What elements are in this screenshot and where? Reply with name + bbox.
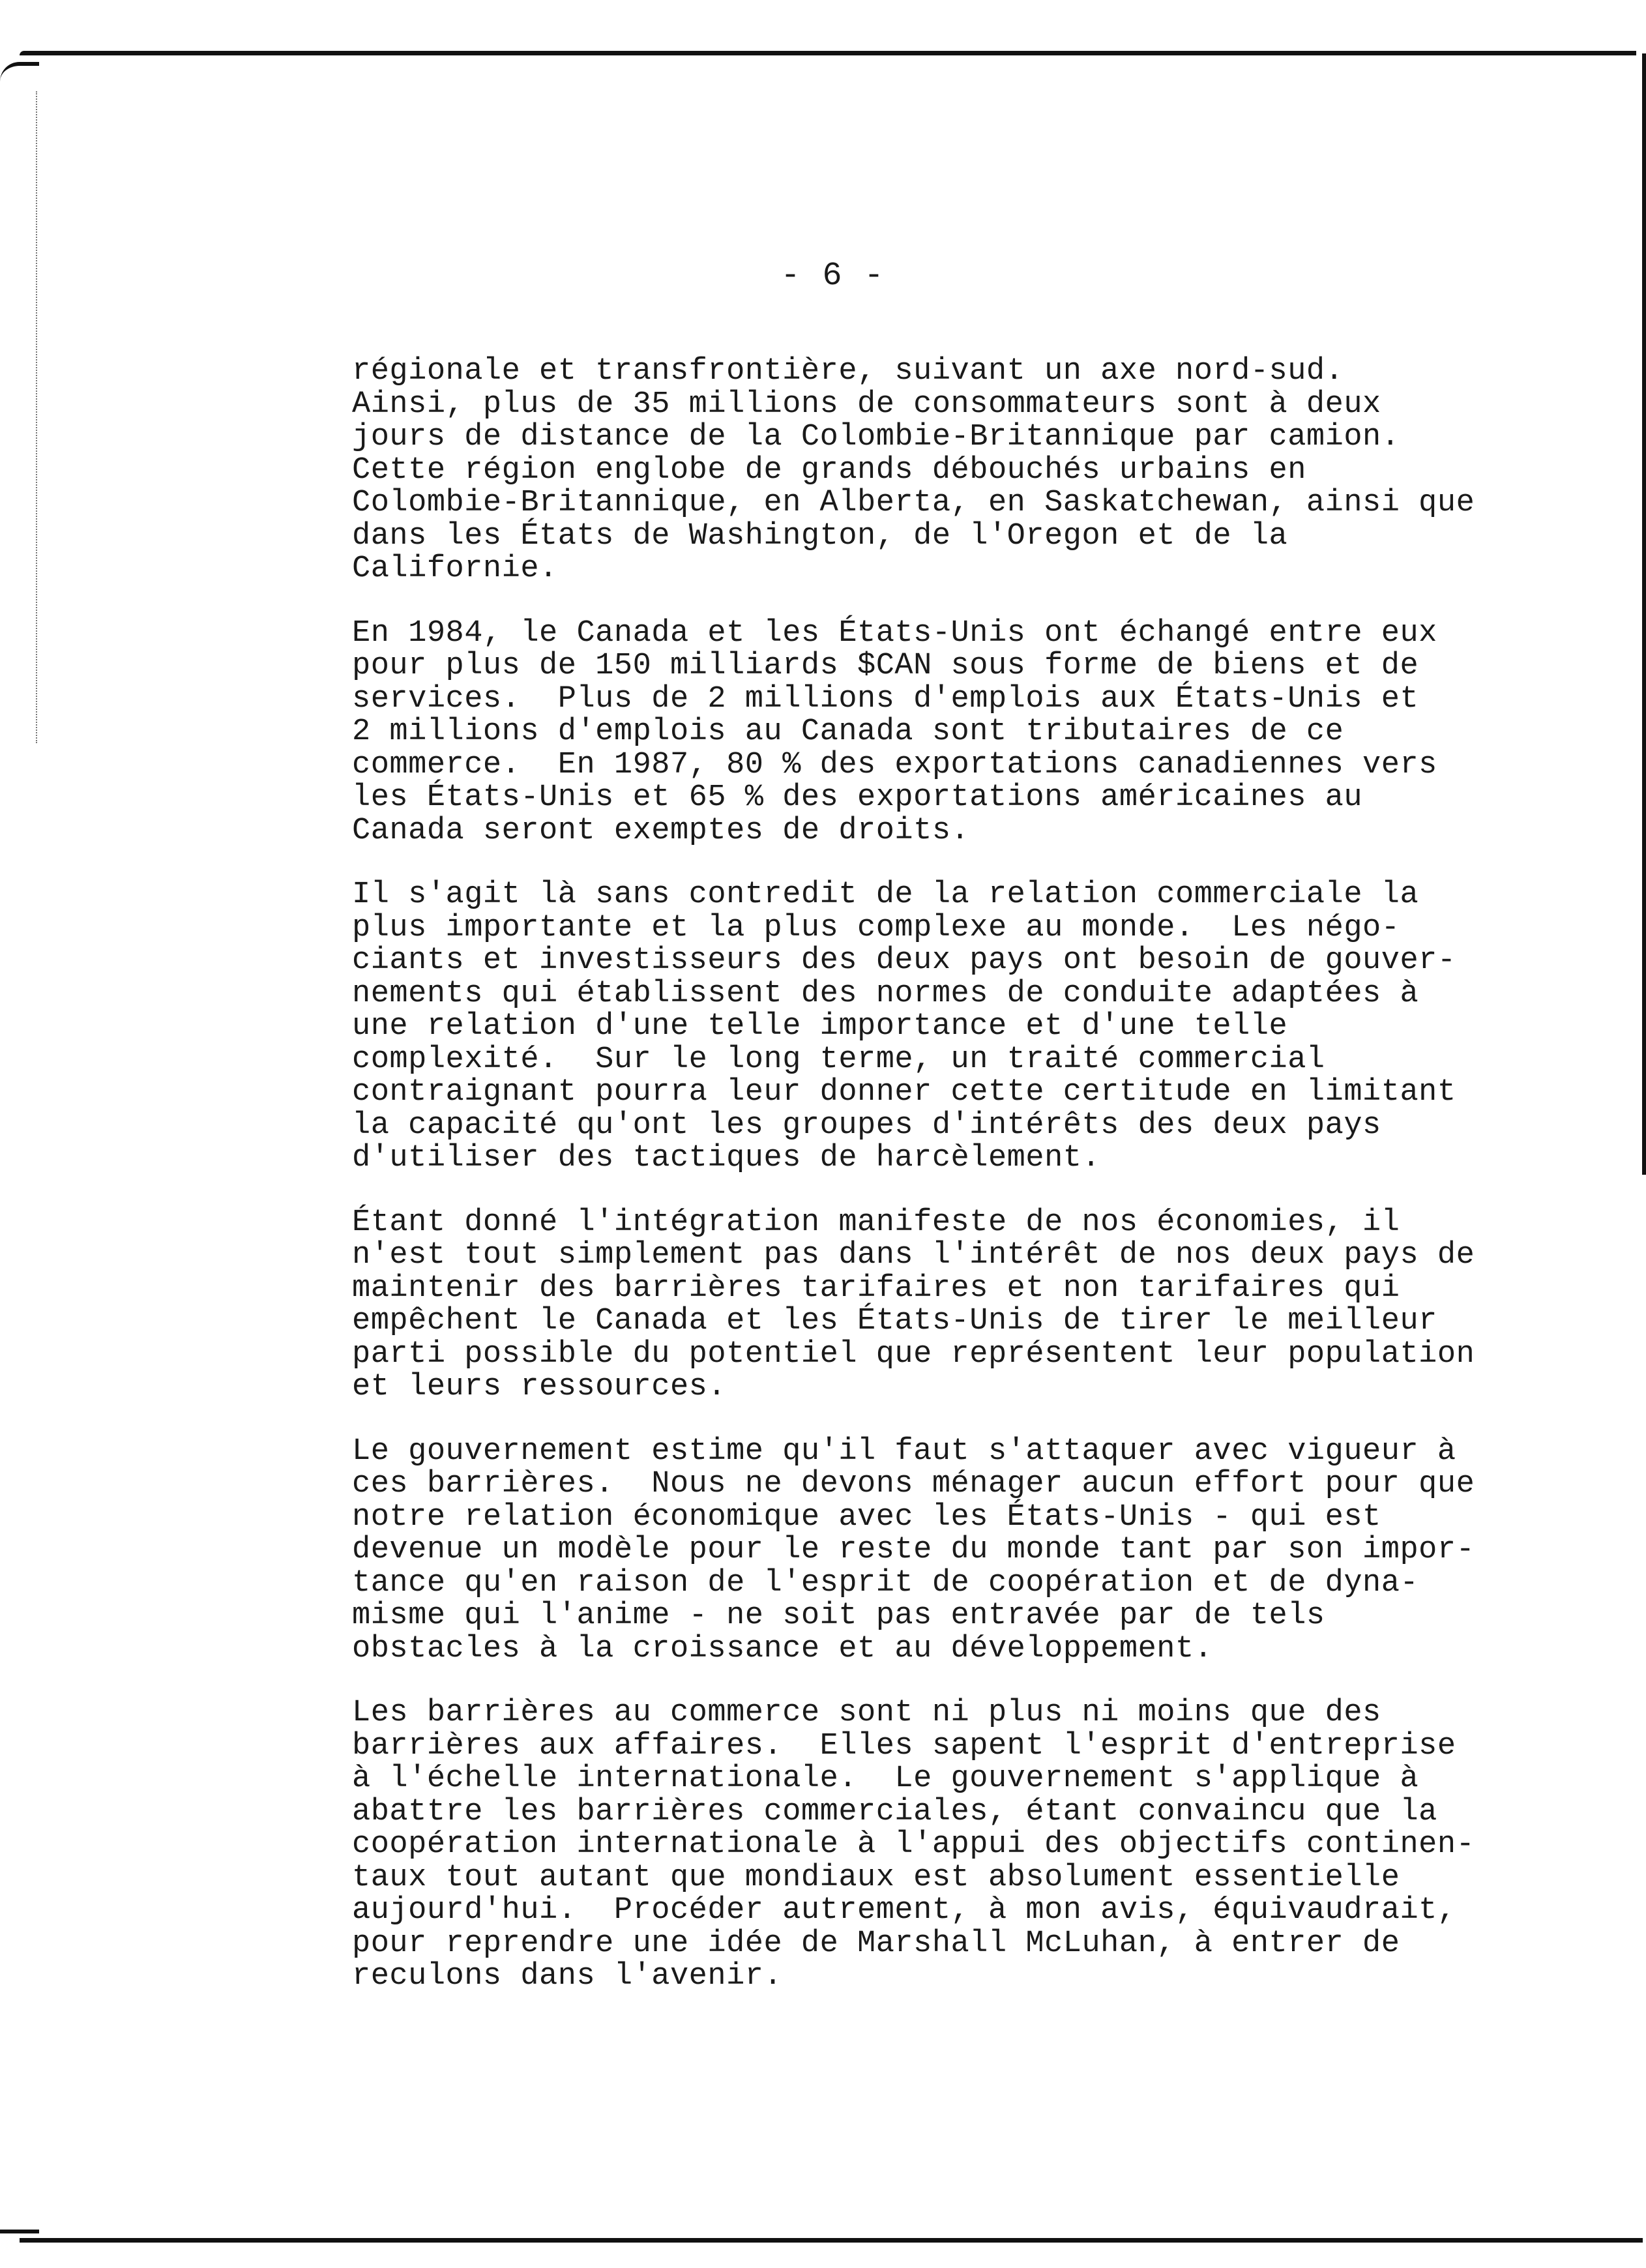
text-line: misme qui l'anime - ne soit pas entravée par de tels xyxy=(352,1598,1325,1633)
text-line: d'utiliser des tactiques de harcèlement. xyxy=(352,1141,1101,1175)
text-line: pour plus de 150 milliards $CAN sous forme de biens et de xyxy=(352,649,1419,683)
text-line: En 1984, le Canada et les États-Unis ont échangé entre eux xyxy=(352,615,1437,651)
text-line: dans les États de Washington, de l'Oregon et de la xyxy=(352,518,1288,553)
text-line: ciants et investisseurs des deux pays ont besoin de gouver- xyxy=(352,943,1456,978)
paragraph-4 xyxy=(352,1207,1551,1404)
text-line: une relation d'une telle importance et d'une telle xyxy=(352,1009,1288,1044)
text-line: abattre les barrières commerciales, étant convaincu que la xyxy=(352,1794,1437,1829)
paragraph-2 xyxy=(352,617,1551,848)
binding-margin-marks xyxy=(36,91,39,743)
text-line: Colombie-Britannique, en Alberta, en Saskatchewan, ainsi que xyxy=(352,486,1475,520)
text-line: n'est tout simplement pas dans l'intérêt de nos deux pays de xyxy=(352,1238,1475,1273)
paragraph-3 xyxy=(352,879,1551,1175)
text-line: tance qu'en raison de l'esprit de coopération et de dyna- xyxy=(352,1565,1419,1600)
paragraph-6 xyxy=(352,1697,1551,1994)
text-line: pour reprendre une idée de Marshall McLuhan, à entrer de xyxy=(352,1926,1400,1961)
text-line: Étant donné l'intégration manifeste de nos économies, il xyxy=(352,1205,1400,1240)
text-line: à l'échelle internationale. Le gouvernement s'applique à xyxy=(352,1761,1419,1796)
text-line: taux tout autant que mondiaux est absolument essentielle xyxy=(352,1860,1400,1895)
text-line: Ainsi, plus de 35 millions de consommateurs sont à deux xyxy=(352,387,1381,422)
text-line: parti possible du potentiel que représentent leur population xyxy=(352,1336,1475,1372)
text-line: notre relation économique avec les États-Unis - qui est xyxy=(352,1499,1381,1535)
text-line: régionale et transfrontière, suivant un axe nord-sud. xyxy=(352,354,1344,389)
text-line: contraignant pourra leur donner cette certitude en limitant xyxy=(352,1075,1456,1110)
text-line: Le gouvernement estime qu'il faut s'attaquer avec vigueur à xyxy=(352,1434,1456,1469)
text-line: Californie. xyxy=(352,552,558,586)
text-line: aujourd'hui. Procéder autrement, à mon avis, équivaudrait, xyxy=(352,1893,1456,1928)
text-line: Les barrières au commerce sont ni plus ni moins que des xyxy=(352,1696,1381,1730)
text-line: Il s'agit là sans contredit de la relation commerciale la xyxy=(352,877,1419,912)
text-line: commerce. En 1987, 80 % des exportations canadiennes vers xyxy=(352,747,1437,782)
text-line: jours de distance de la Colombie-Britannique par camion. xyxy=(352,420,1400,454)
text-line: plus importante et la plus complexe au monde. Les négo- xyxy=(352,910,1400,945)
text-line: coopération internationale à l'appui des objectifs continen- xyxy=(352,1827,1475,1862)
page-border-top xyxy=(20,51,1636,55)
page-number: - 6 - xyxy=(780,258,885,295)
document-body xyxy=(352,355,1551,2025)
text-line: et leurs ressources. xyxy=(352,1370,727,1404)
page-border-bottom xyxy=(20,2238,1643,2243)
text-line: les États-Unis et 65 % des exportations américaines au xyxy=(352,780,1363,815)
text-line: 2 millions d'emplois au Canada sont tributaires de ce xyxy=(352,714,1344,749)
page-border-corner-top-left xyxy=(0,62,39,85)
text-line: barrières aux affaires. Elles sapent l'esprit d'entreprise xyxy=(352,1728,1456,1763)
text-line: services. Plus de 2 millions d'emplois aux États-Unis et xyxy=(352,681,1419,716)
text-line: empêchent le Canada et les États-Unis de tirer le meilleur xyxy=(352,1304,1437,1338)
paragraph-1 xyxy=(352,355,1551,586)
text-line: la capacité qu'ont les groupes d'intérêts des deux pays xyxy=(352,1108,1381,1143)
text-line: reculons dans l'avenir. xyxy=(352,1959,783,1994)
text-line: Cette région englobe de grands débouchés urbains en xyxy=(352,452,1306,488)
text-line: devenue un modèle pour le reste du monde tant par son impor- xyxy=(352,1533,1475,1567)
text-line: obstacles à la croissance et au développement. xyxy=(352,1631,1213,1666)
page-border-corner-bottom-left xyxy=(0,2210,39,2233)
paragraph-5 xyxy=(352,1436,1551,1666)
text-line: maintenir des barrières tarifaires et non tarifaires qui xyxy=(352,1271,1400,1306)
text-line: nements qui établissent des normes de conduite adaptées à xyxy=(352,976,1419,1011)
text-line: complexité. Sur le long terme, un traité commercial xyxy=(352,1042,1325,1077)
text-line: Canada seront exemptes de droits. xyxy=(352,813,970,848)
page-border-right xyxy=(1642,53,1646,1175)
text-line: ces barrières. Nous ne devons ménager aucun effort pour que xyxy=(352,1467,1475,1501)
